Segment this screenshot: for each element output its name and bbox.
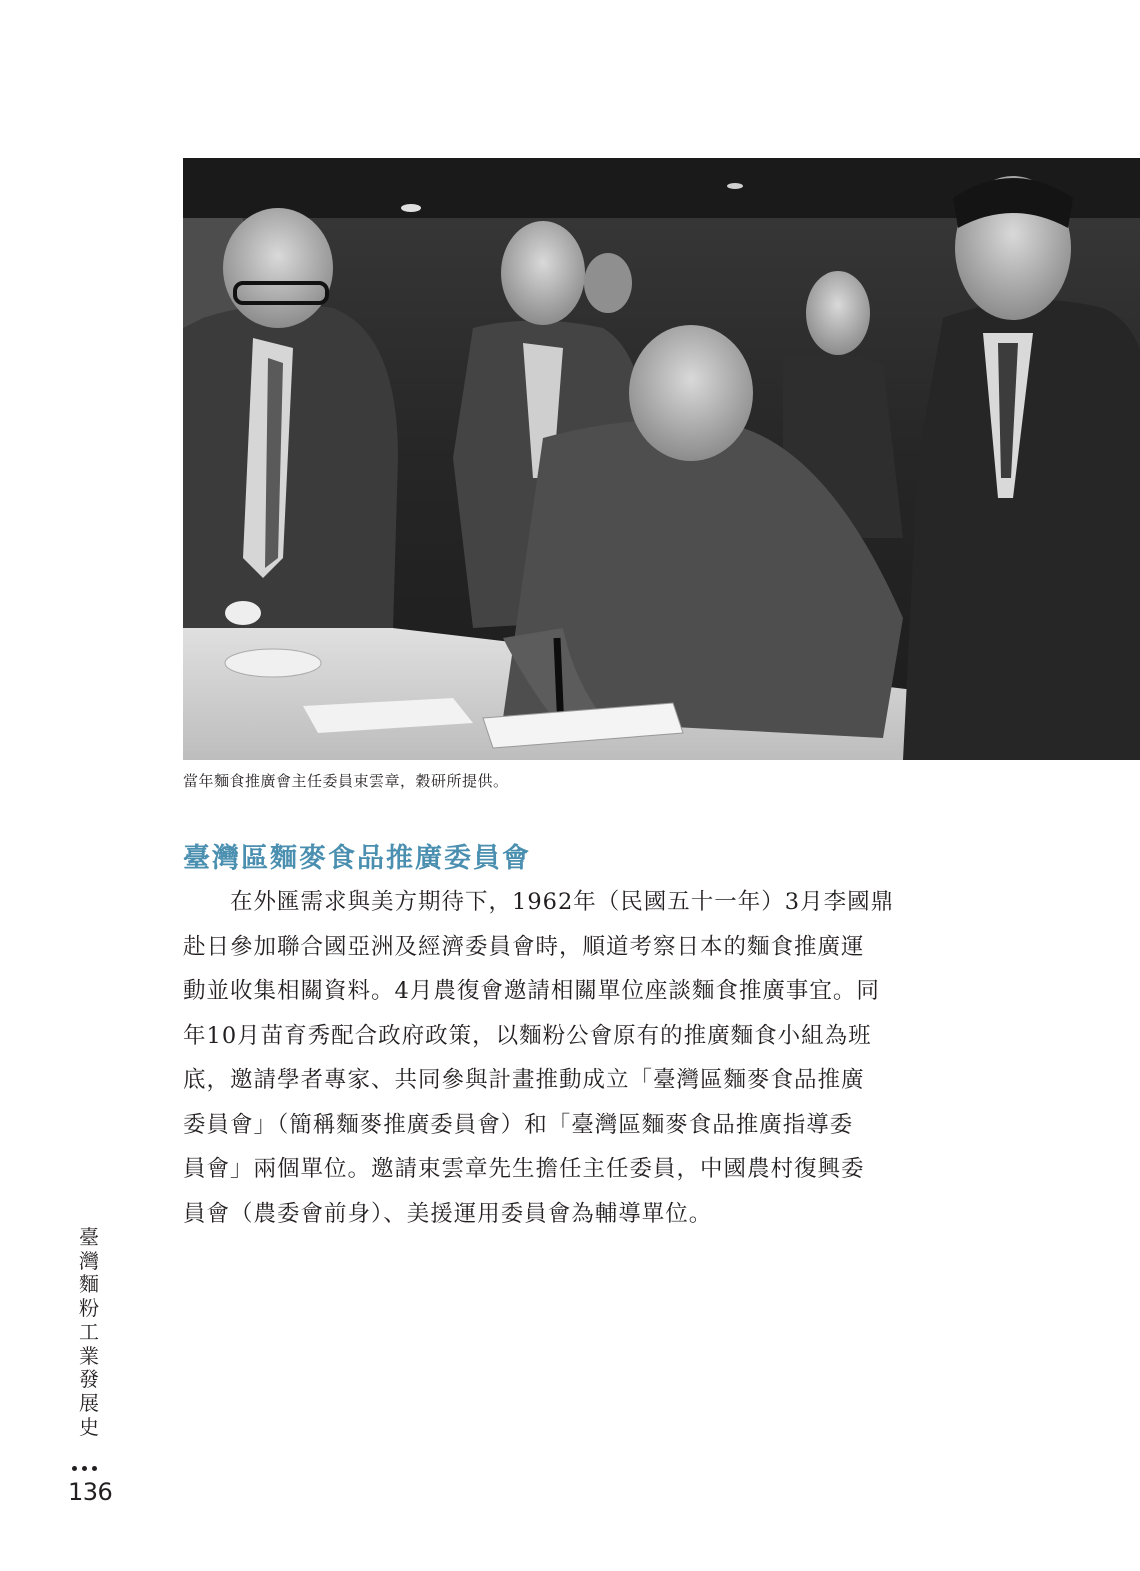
dot xyxy=(82,1466,87,1471)
archival-photo xyxy=(183,158,1140,760)
dot xyxy=(92,1466,97,1471)
section-title: 臺灣區麵麥食品推廣委員會 xyxy=(183,843,531,874)
body-line: 在外匯需求與美方期待下，1962年（民國五十一年）3月李國鼎 xyxy=(183,889,895,915)
body-line: 員會」兩個單位。邀請束雲章先生擔任主任委員，中國農村復興委 xyxy=(183,1156,865,1182)
body-line: 赴日參加聯合國亞洲及經濟委員會時，順道考察日本的麵食推廣運 xyxy=(183,933,865,960)
body-line: 年10月苗育秀配合政府政策，以麵粉公會原有的推廣麵食小組為班 xyxy=(183,1022,872,1049)
body-line: 動並收集相關資料。4月農復會邀請相關單位座談麵食推廣事宜。同 xyxy=(183,978,880,1004)
photo-illustration xyxy=(183,158,1140,760)
body-line: 委員會」（簡稱麵麥推廣委員會）和「臺灣區麵麥食品推廣指導委 xyxy=(183,1111,854,1138)
body-line: 底，邀請學者專家、共同參與計畫推動成立「臺灣區麵麥食品推廣 xyxy=(183,1067,865,1093)
page-number: 136 xyxy=(68,1478,113,1506)
body-paragraph xyxy=(183,880,929,1236)
photo-caption: 當年麵食推廣會主任委員束雲章，穀研所提供。 xyxy=(183,772,509,790)
page-number-dots xyxy=(72,1466,97,1471)
dot xyxy=(72,1466,77,1471)
running-title: 臺灣麵粉工業發展史 xyxy=(79,1225,99,1439)
body-line: 員會（農委會前身）、美援運用委員會為輔導單位。 xyxy=(183,1200,713,1227)
